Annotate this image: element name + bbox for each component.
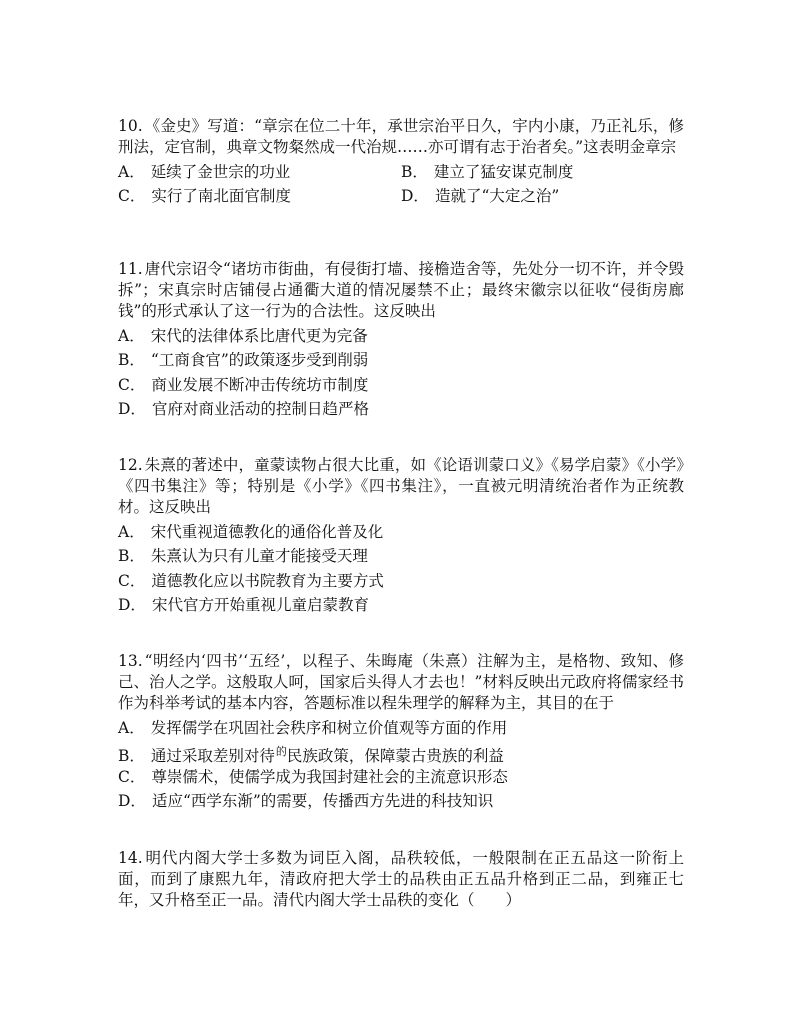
option-a[interactable]: A． 宋代的法律体系比唐代更为完备 [118, 327, 368, 345]
question-stem [118, 848, 684, 911]
question-number: 11. [118, 260, 143, 278]
option-d[interactable]: D． 造就了“大定之治” [401, 187, 560, 205]
options-grid [118, 160, 684, 208]
option-c[interactable]: C． 道德教化应以书院教育为主要方式 [118, 571, 384, 590]
option-d[interactable]: D． 适应“西学东渐”的需要，传播西方先进的科技知识 [118, 791, 494, 810]
option-b[interactable]: B． 通过采取差别对待$^的$民族政策，保障蒙古贵族的利益 [118, 745, 504, 766]
option-b[interactable]: B． “工商食官”的政策逐步受到削弱 [118, 351, 369, 370]
option-c[interactable]: C． 尊崇儒术，使儒学成为我国封建社会的主流意识形态 [118, 767, 508, 786]
question-text: 唐代宗诏令“诸坊市街曲，有侵街打墙、接檐造舍等，先处分一切不许，并令毁拆”；宋真宗时店铺侵占通衢大道的情况屡禁不止；最终宋徽宗以征收“侵街房廊钱”的形式承认了这一行为的合法性。这反映出 [118, 260, 684, 320]
question-stem [118, 651, 684, 714]
question-stem [118, 259, 684, 322]
option-b[interactable]: B． 建立了猛安谋克制度 [401, 163, 574, 181]
question-10 [118, 116, 684, 208]
option-a[interactable]: A． 宋代重视道德教化的通俗化普及化 [118, 523, 384, 541]
option-b[interactable]: B． 朱熹认为只有儿童才能接受天理 [118, 547, 368, 566]
options-list [118, 520, 684, 617]
option-c[interactable]: C． 实行了南北面官制度 [118, 187, 291, 205]
question-text: “明经内‘四书’‘五经’，以程子、朱晦庵（朱熹）注解为主，是格物、致知、修己、治人之学。这般取人呵，国家后头得人才去也！”材料反映出元政府将儒家经书作为科举考试的基本内容，答题标准以程朱理学的解释为主，其目的在于 [118, 652, 684, 712]
question-text: 朱熹的著述中，童蒙读物占很大比重，如《论语训蒙口义》《易学启蒙》《小学》《四书集注》等；特别是《小学》《四书集注》，一直被元明清统治者作为正统教材。这反映出 [118, 456, 684, 516]
question-number: 12. [118, 456, 143, 474]
question-14 [118, 848, 684, 911]
question-11 [118, 259, 684, 421]
question-13 [118, 651, 684, 813]
question-number: 14. [118, 849, 143, 867]
option-d[interactable]: D． 官府对商业活动的控制日趋严格 [118, 399, 369, 418]
options-list [118, 324, 684, 421]
question-text: 《金史》写道：“章宗在位二十年，承世宗治平日久，宇内小康，乃正礼乐，修刑法，定官制，典章文物粲然成一代治规……亦可谓有志于治者矣。”这表明金章宗 [118, 117, 684, 156]
option-a[interactable]: A． 发挥儒学在巩固社会秩序和树立价值观等方面的作用 [118, 719, 508, 737]
inserted-character-note: 的 [275, 745, 287, 759]
question-12 [118, 455, 684, 617]
question-text: 明代内阁大学士多数为词臣入阁，品秩较低，一般限制在正五品这一阶衔上面，而到了康熙九年，清政府把大学士的品秩由正五品升格到正二品，到雍正七年，又升格至正一品。清代内阁大学士品秩的变化（ ） [118, 849, 684, 909]
option-a[interactable]: A． 延续了金世宗的功业 [118, 163, 291, 181]
option-c[interactable]: C． 商业发展不断冲击传统坊市制度 [118, 375, 369, 394]
question-stem [118, 455, 684, 518]
question-number: 10. [118, 117, 143, 135]
option-d[interactable]: D． 宋代官方开始重视儿童启蒙教育 [118, 595, 369, 614]
options-list [118, 716, 684, 813]
question-stem [118, 116, 684, 158]
question-number: 13. [118, 652, 143, 670]
